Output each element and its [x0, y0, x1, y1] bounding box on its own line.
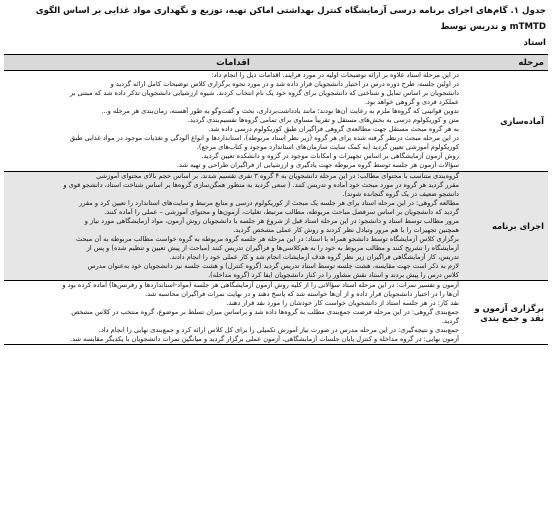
caption-text: گام‌های اجرای برنامه درسی آزمایشگاه کنترل بهداشتی اماکن تهیه، توزیع و نگهداری مواد غذایی بر اساس الگوی mTMTD و تدریس توسط: [35, 6, 546, 32]
actions-column-header: اقدامات: [4, 55, 462, 71]
action-line: جمع‌بندی گروهی: در این مرحله فرصت جمع‌بندی مطلب به گروه‌ها داده شد و براساس میزان تسلط بر موضوع، گروه منتخب در کلاس مشخص: [71, 308, 459, 317]
action-line: کوریکولوم آموزشی تعیین گردید (به کمک سایت سازمان‌های استاندارد موجود و کتاب‌های مرجع).: [196, 143, 459, 152]
stage-column-header: مرحله: [462, 55, 548, 71]
action-line: آزمایشگاه را تشریح کنند و مطالب مربوط به خود را به هم‌کلاسی‌ها و فراگیران تدریس کنند (مباحث از پیش تعیین و تنظیم شده) و پس از: [86, 243, 459, 252]
action-line: عملکرد فردی و گروهی خواهد بود.: [364, 98, 459, 107]
stage-preparation: آماده‌سازی: [462, 71, 548, 172]
action-line: آزمون نهایی: در گروه مداخله و کنترل پایان جلسات آزمایشگاهی، آزمون عملی برگزار گردید و میانگین نمرات دانشجویان با یکدیگر مقایسه شد.: [69, 335, 459, 344]
action-line: در این مرحله مبحث درنظر گرفته شده برای هر گروه (زیر نظر استاد مربوطه)، استانداردها و انواع آلودگی و تغذیات موجود در مواد غذایی طبق: [69, 134, 459, 143]
action-line: به هر گروه مبحث مستقل جهت مطالعه‌ی گروهی فراگیران طبق کوریکولوم درسی داده شد.: [208, 125, 459, 134]
table-row: [4, 71, 548, 172]
action-line: گروه‌بندی متناسب با محتوای مطالب: در این مرحله دانشجویان به ۴ گروه ۳ نفری تقسیم شدند. بر اساس حجم بالای محتوای آموزشی: [96, 171, 459, 180]
action-line: روش آزمون آزمایشگاهی بر اساس تجهیزات و امکانات موجود در گروه و دانشکده تعیین گردید.: [201, 152, 459, 161]
table-body: [4, 71, 548, 345]
caption-text-continued: استاد: [523, 38, 546, 48]
action-line: در اولین جلسه، طرح دوره درس در اختیار دانشجویان قرار داده شد و در مورد نحوه برگزاری کلاس توضیحات کامل ارائه گردید و: [110, 80, 459, 89]
table-row: [4, 281, 548, 345]
action-line: گردید که دانشجویان بر اساس سرفصل مباحث مربوطه، مطالب مرتبط، تغلیات، آزمون‌ها و محتوای آموزشی – عملی را آماده کنند.: [104, 207, 459, 216]
table-header-row: [4, 55, 548, 71]
action-line: سؤالات آزمون هر جلسه توسط گروه مربوطه جهت یادگیری و ارزشیابی از فراگیران طراحی و تهیه شد.: [176, 161, 459, 170]
action-line: مقرر گردید هر گروه در مورد مبحث خود آماده و تدریس کنند. ( سعی گردید به منظور همگن‌سازی گروه‌ها بر اساس شناخت استاد، دانشجو قوی و: [63, 180, 459, 189]
action-line: کلاس درس را پیش بردند و استاد نقش مشاور را در کنار دانشجویان ایفا کرد (گروه مداخله).: [208, 271, 459, 280]
action-line: نقد کار: در هر جلسه استاد از دانشجویان خواست کار خودشان را مورد نقد قرار دهند.: [226, 299, 459, 308]
action-line: آزمون و تفسیر نمرات: در این مرحله استاد سؤالاتی را از کلیه روش آزمون آزمایشگاهی هر جلسه (مواد-استانداردها و رفرنس‌ها) آماده کرده بود و: [62, 281, 459, 290]
actions-cell: [4, 281, 462, 345]
table-number: جدول ۱.: [510, 6, 546, 16]
table-caption: [4, 3, 548, 51]
action-line: مطالعه گروهی: در این مرحله استاد برای هر جلسه یک مبحث از کوریکولوم درسی و منابع مرتبط و سایت‌های استاندارد را تعیین کرد و مقرر: [79, 198, 459, 207]
action-line: برگزاری کلاس آزمایشگاه توسط دانشجو همراه با استاد: در این مرحله هر جلسه گروه مربوطه به گروه خواست مطالب مربوطه به آن مبحث: [76, 234, 459, 243]
steps-table: [4, 54, 548, 345]
action-line: دانشجویان بر اساس تمایل و شناختی که دانشجویان برای گروه خود یک نام انتخاب کردند. شیوه ارزشیابی دانشجویان تذکر داده شد که مبتنی بر: [69, 89, 459, 98]
action-line: تدوین قوانینی که گروه‌ها ملزم به رعایت آن‌ها بودند؛ مانند یادداشت‌برداری، بحث و گفت‌وگو به طور آهسته، زمان‌بندی هر مرحله و...: [101, 107, 459, 116]
stage-testing-review: برگزاری آزمون و نقد و جمع بندی: [462, 281, 548, 345]
stage-implementation: اجرای برنامه: [462, 171, 548, 281]
actions-cell: [4, 71, 462, 172]
action-line: جمع‌بندی و نتیجه‌گیری: در این مرحله مدرس در صورت نیاز آموزش تکمیلی را برای کل کلاس ارائه کرد و جمع‌بندی نهایی را انجام داد.: [98, 326, 459, 335]
action-line: گردید.: [441, 317, 459, 326]
table-row: [4, 171, 548, 281]
action-line: آن‌ها را در اختیار دانشجویان قرار داده و از آن‌ها خواسته شد که پاسخ دهند و در نهایت نمرات فراگیران محاسبه شد.: [145, 290, 459, 299]
actions-cell: [4, 171, 462, 281]
action-line: لازم به ذکر است جهت مقایسه، هشت جلسه توسط استاد تدریس گردید (گروه کنترل) و هشت جلسه نیز دانشجویان خود به‌عنوان مدرس: [87, 261, 459, 270]
action-line: تدریس، کار آزمایشگاهی فراگیران زیر نظر گروه هدف آزمایشات انجام شد و کار عملی خود را انجام دادند.: [169, 252, 459, 261]
action-line: دانشجو ضعیف در یک گروه گنجانده شوند).: [342, 189, 459, 198]
action-line: مرور مطالب توسط استاد و دانشجو: در این مرحله استاد قبل از شروع هر جلسه با دانشجویان روش آزمون، مواد آزمایشگاهی مورد نیاز و: [84, 216, 459, 225]
action-line: همچنین تجهیزات را با هم مرور وتبادل نظر کردند و روش کار عملی مشخص گردید.: [233, 225, 459, 234]
action-line: متن و کوریکولوم درسی به بخش‌های مستقل و تقریباً مساوی برای تمامی گروه‌ها تقسیم‌بندی گردید.: [187, 116, 459, 125]
action-line: در این مرحله استاد علاوه بر ارائه توضیحات اولیه در مورد فرایند، اقدامات ذیل را انجام داد:: [211, 71, 459, 79]
